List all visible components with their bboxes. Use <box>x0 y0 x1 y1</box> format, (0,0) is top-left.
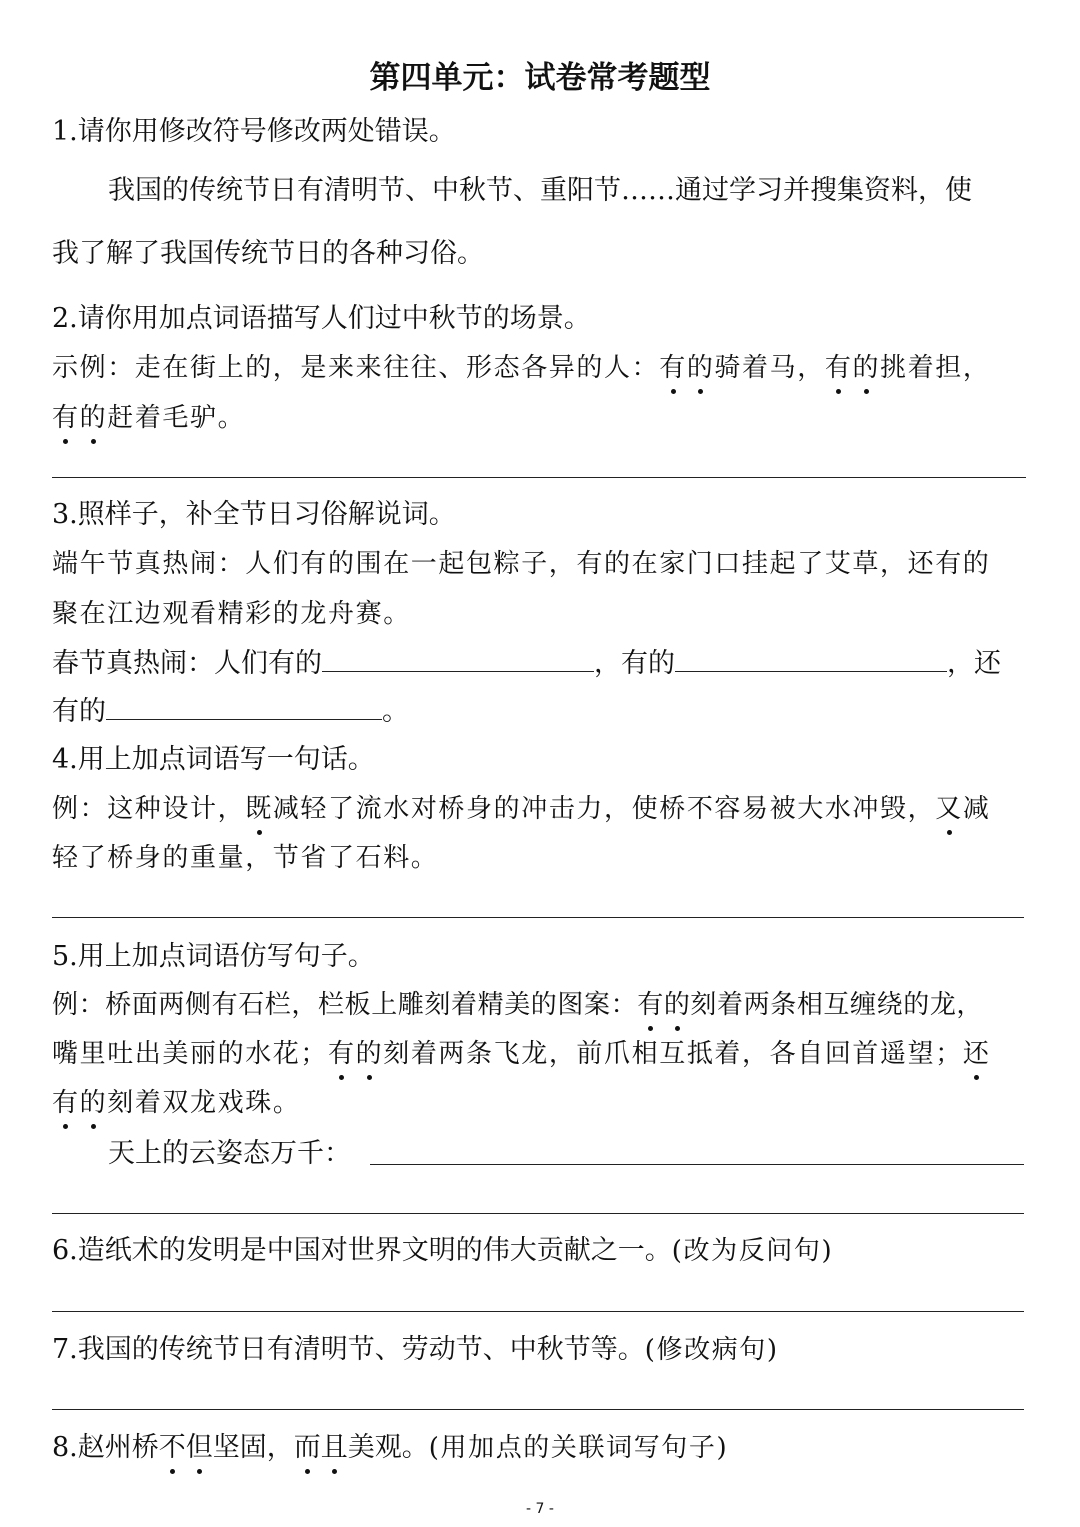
dotted-word: 有 <box>637 987 664 1023</box>
q5-example-text: 刻着两条相互缠绕的龙， <box>690 990 984 1020</box>
q2-answer-line[interactable] <box>52 477 1026 478</box>
q4-example-text: 例：这种设计， <box>52 794 246 824</box>
q6-question <box>52 1233 833 1269</box>
q8-text: 坚固， <box>212 1432 294 1463</box>
q5-prompt: 5.用上加点词语仿写句子。 <box>52 941 375 972</box>
q5-example-text: 嘴里吐出美丽的水花； <box>52 1039 329 1069</box>
q3-blank-1[interactable] <box>322 645 594 672</box>
dotted-word: 且 <box>321 1430 348 1466</box>
q8-text: 8.赵州桥 <box>52 1432 159 1463</box>
q2-example-text: 挑着担， <box>880 353 991 383</box>
q3-fill-line2 <box>52 693 409 730</box>
q1-passage-line1: 我国的传统节日有清明节、中秋节、重阳节……通过学习并搜集资料，使 <box>108 175 972 206</box>
q7-question <box>52 1332 779 1368</box>
q3-example-line2: 聚在江边观看精彩的龙舟赛。 <box>52 599 411 629</box>
q5-example-text: 例：桥面两侧有石栏，栏板上雕刻着精美的图案： <box>52 990 638 1020</box>
dotted-word: 而 <box>294 1430 321 1466</box>
q5-example-text: 刻着双龙戏珠。 <box>107 1088 301 1118</box>
q2-example-line1 <box>52 350 990 386</box>
page-title: 第四单元：试卷常考题型 <box>369 60 711 96</box>
dotted-word: 有 <box>52 1085 80 1121</box>
q6-text: 6.造纸术的发明是中国对世界文明的伟大贡献之一。 <box>52 1235 672 1266</box>
dotted-word: 的 <box>852 350 880 386</box>
q5-example-line1 <box>52 987 983 1023</box>
q5-answer-line-1[interactable] <box>370 1164 1024 1165</box>
q1-prompt: 1.请你用修改符号修改两处错误。 <box>52 116 456 147</box>
q2-example-line2 <box>52 400 245 436</box>
dotted-word: 的 <box>80 400 108 436</box>
dotted-word: 的 <box>687 350 715 386</box>
q3-fill-text: ，还 <box>947 648 1001 679</box>
dotted-word: 有 <box>659 350 687 386</box>
dotted-word: 还 <box>963 1036 991 1072</box>
q3-example-line1: 端午节真热闹：人们有的围在一起包粽子，有的在家门口挂起了艾草，还有的 <box>52 549 991 579</box>
q5-answer-line-2[interactable] <box>52 1213 1024 1214</box>
q5-example-line3 <box>52 1085 300 1121</box>
q4-example-line2: 轻了桥身的重量，节省了石料。 <box>52 843 439 873</box>
dotted-word: 有 <box>825 350 853 386</box>
q3-fill-text: 有的 <box>52 696 106 727</box>
q3-fill-text: 。 <box>382 696 409 727</box>
q8-instruction: (用加点的关联词写句子) <box>428 1433 729 1463</box>
q4-prompt: 4.用上加点词语写一句话。 <box>52 744 375 775</box>
q2-example-text: 示例：走在街上的，是来来往往、形态各异的人： <box>52 353 660 383</box>
q4-answer-line[interactable] <box>52 917 1024 918</box>
dotted-word: 不 <box>159 1430 186 1466</box>
q6-instruction: (改为反问句) <box>671 1236 834 1266</box>
q3-fill-text: ，有的 <box>594 648 675 679</box>
q5-example-text: 刻着两条飞龙，前爪相互抵着，各自回首遥望； <box>383 1039 963 1069</box>
q1-passage-line2: 我了解了我国传统节日的各种习俗。 <box>52 238 484 269</box>
dotted-word: 的 <box>356 1036 384 1072</box>
q4-example-text: 减轻了流水对桥身的冲击力，使桥不容易被大水冲毁， <box>272 794 936 824</box>
q7-answer-line[interactable] <box>52 1409 1024 1410</box>
q2-prompt: 2.请你用加点词语描写人们过中秋节的场景。 <box>52 303 591 334</box>
dotted-word: 又 <box>935 791 963 827</box>
q4-example-line1 <box>52 791 990 827</box>
q3-blank-2[interactable] <box>675 645 947 672</box>
q3-fill-text: 春节真热闹：人们有的 <box>52 648 322 679</box>
dotted-word: 既 <box>245 791 273 827</box>
q3-fill-line1 <box>52 645 1001 682</box>
dotted-word: 的 <box>80 1085 108 1121</box>
dotted-word: 的 <box>664 987 691 1023</box>
q7-text: 7.我国的传统节日有清明节、劳动节、中秋节等。 <box>52 1334 645 1365</box>
q2-example-text: 骑着马， <box>714 353 825 383</box>
dotted-word: 有 <box>328 1036 356 1072</box>
q4-example-text: 减 <box>962 794 991 824</box>
dotted-word: 有 <box>52 400 80 436</box>
q7-instruction: (修改病句) <box>644 1335 779 1365</box>
q5-task: 天上的云姿态万千： <box>108 1138 351 1169</box>
q6-answer-line[interactable] <box>52 1311 1024 1312</box>
page-number: - 7 - <box>526 1501 554 1517</box>
dotted-word: 但 <box>186 1430 213 1466</box>
q3-prompt: 3.照样子，补全节日习俗解说词。 <box>52 499 456 530</box>
q3-blank-3[interactable] <box>106 693 382 720</box>
q2-example-text: 赶着毛驴。 <box>107 403 246 433</box>
q5-example-line2 <box>52 1036 990 1072</box>
q8-question <box>52 1430 728 1466</box>
q8-text: 美观。 <box>347 1432 429 1463</box>
